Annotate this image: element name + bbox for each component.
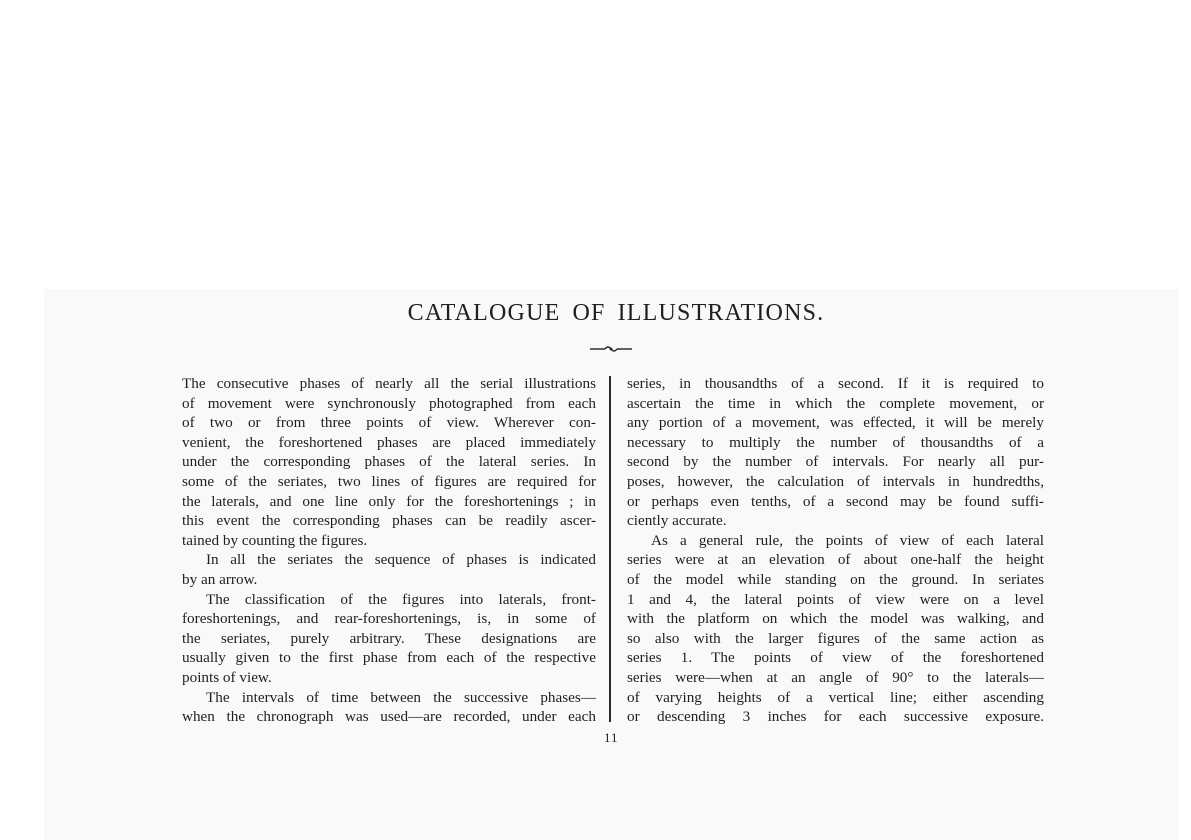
page-number: 11 [604, 730, 619, 745]
text-line: or descending 3 inches for each successive exposure. [627, 708, 1044, 726]
title-word: OF [572, 300, 606, 326]
right-column [627, 374, 1044, 727]
text-line: As a general rule, the points of view of each lateral [651, 531, 1044, 549]
text-line: the laterals, and one line only for the foreshortenings ; in [182, 492, 596, 510]
text-line: of two or from three points of view. Wherever con- [182, 414, 596, 432]
text-line: The intervals of time between the successive phases— [206, 688, 596, 706]
text-line: ascertain the time in which the complete movement, or [627, 394, 1044, 412]
text-line: by an arrow. [182, 570, 258, 588]
text-line: series were at an elevation of about one-half the height [627, 551, 1044, 569]
text-line: so also with the larger figures of the same action as [627, 629, 1044, 647]
page-title [0, 300, 1191, 327]
text-line: second by the number of intervals. For nearly all pur- [627, 453, 1044, 471]
column-divider [609, 376, 611, 722]
text-line: this event the corresponding phases can be readily ascer- [182, 512, 596, 530]
text-line: tained by counting the figures. [182, 531, 368, 549]
text-line: In all the seriates the sequence of phases is indicated [206, 551, 596, 569]
text-line: The consecutive phases of nearly all the serial illustrations [182, 375, 596, 392]
text-line: necessary to multiply the number of thousandths of a [627, 433, 1044, 451]
text-line: series were—when at an angle of 90° to the laterals— [627, 668, 1044, 686]
text-line: series, in thousandths of a second. If it is required to [627, 375, 1044, 392]
text-line: when the chronograph was used—are recorded, under each [182, 708, 596, 726]
left-column [182, 374, 596, 727]
text-line: venient, the foreshortened phases are placed immediately [182, 433, 596, 451]
text-line: of movement were synchronously photographed from each [182, 394, 596, 412]
text-line: some of the seriates, two lines of figures are required for [182, 472, 596, 490]
text-line: 1 and 4, the lateral points of view were on a level [627, 590, 1044, 608]
text-line: The classification of the figures into laterals, front- [206, 590, 596, 608]
text-line: usually given to the first phase from each of the respective [182, 649, 596, 667]
title-word: CATALOGUE [407, 300, 561, 326]
text-line: with the platform on which the model was walking, and [627, 610, 1044, 628]
text-line: ciently accurate. [627, 512, 727, 530]
text-line: or perhaps even tenths, of a second may be found suffi- [627, 492, 1044, 510]
text-line: series 1. The points of view of the foreshortened [627, 649, 1044, 667]
title-word: ILLUSTRATIONS. [617, 300, 825, 326]
text-line: any portion of a movement, was effected, it will be merely [627, 414, 1044, 432]
text-line: the seriates, purely arbitrary. These designations are [182, 629, 596, 647]
text-line: of the model while standing on the ground. In seriates [627, 570, 1044, 588]
text-line: under the corresponding phases of the lateral series. In [182, 453, 596, 471]
text-line: of varying heights of a vertical line; either ascending [627, 688, 1044, 706]
text-line: poses, however, the calculation of intervals in hundredths, [627, 472, 1044, 490]
ornament-rule-icon [590, 343, 632, 355]
text-line: points of view. [182, 668, 272, 686]
text-line: foreshortenings, and rear-foreshortenings, is, in some of [182, 610, 596, 628]
